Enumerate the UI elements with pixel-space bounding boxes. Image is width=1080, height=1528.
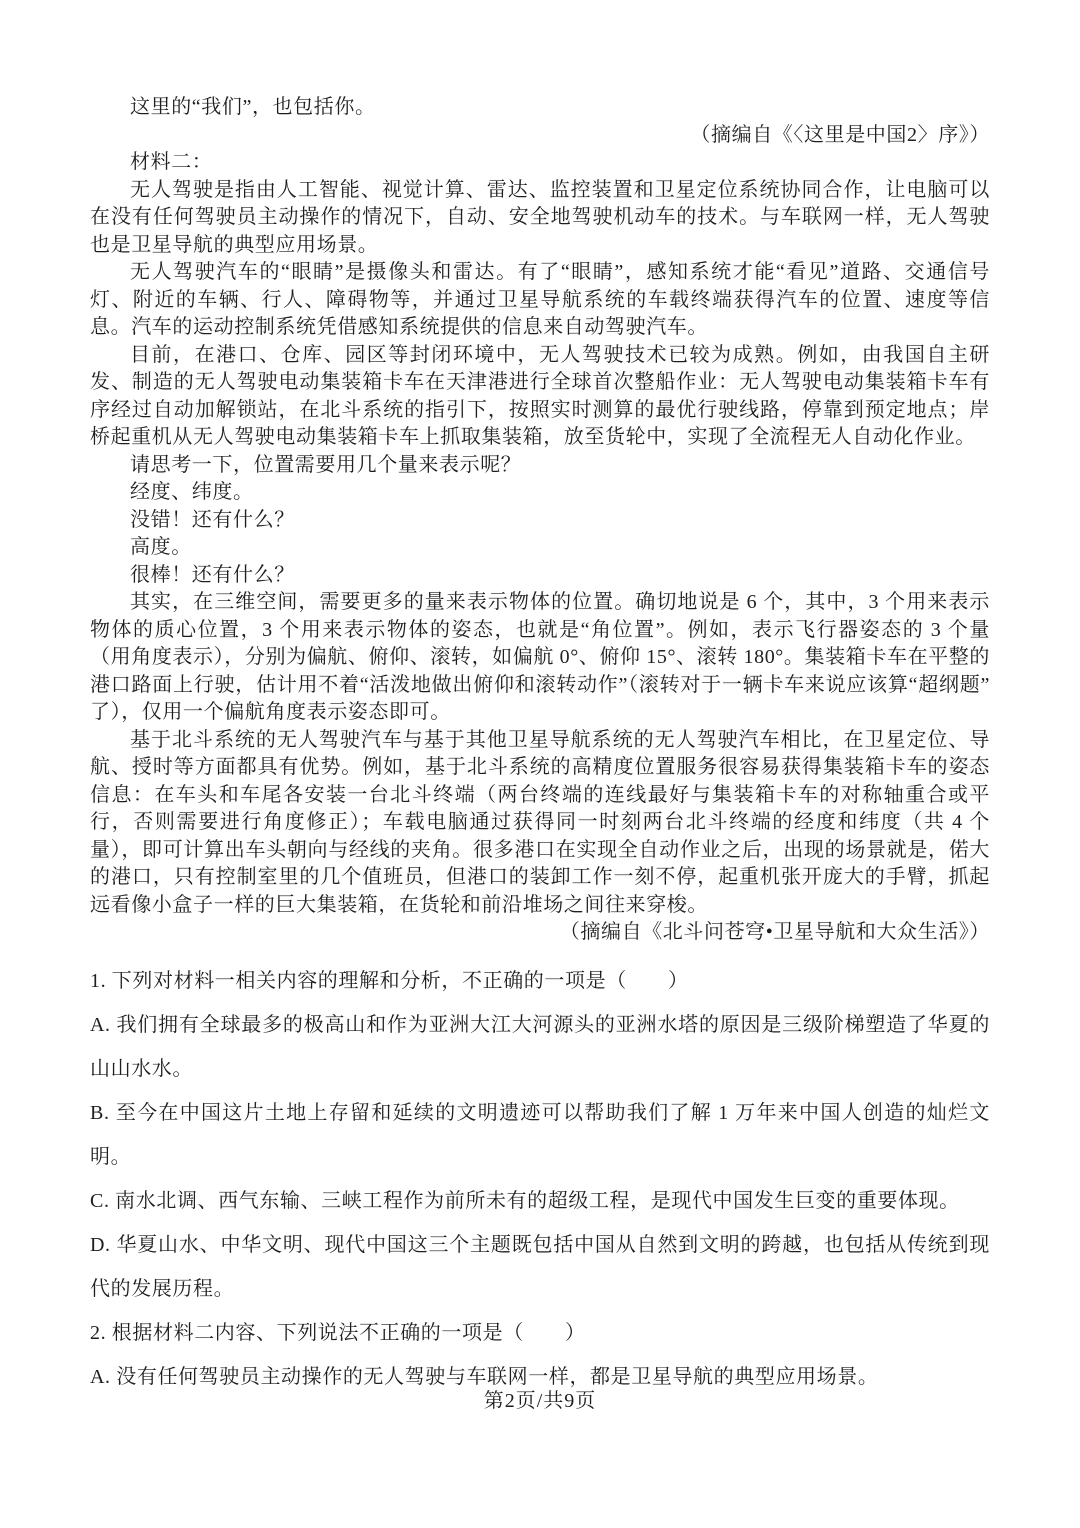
material2-paragraph: 无人驾驶是指由人工智能、视觉计算、雷达、监控装置和卫星定位系统协同合作，让电脑可以在没有任何驾驶员主动操作的情况下，自动、安全地驾驶机动车的技术。与车联网一样，无人驾驶也是卫星导航的典型应用场景。	[90, 178, 990, 256]
questions-section	[90, 959, 990, 1399]
material1-closing-line: 这里的“我们”，也包括你。	[130, 96, 376, 118]
question-1-option-c: C. 南水北调、西气东输、三峡工程作为前所未有的超级工程，是现代中国发生巨变的重要体现。	[90, 1189, 960, 1212]
question-2-stem: 2. 根据材料二内容、下列说法不正确的一项是（ ）	[90, 1321, 586, 1344]
dialogue-line: 高度。	[130, 536, 192, 558]
dialogue-line: 没错！还有什么？	[130, 508, 295, 531]
material1-attribution: （摘编自《〈这里是中国2〉序》）	[690, 123, 990, 146]
question-1-stem: 1. 下列对材料一相关内容的理解和分析，不正确的一项是（ ）	[90, 969, 689, 992]
material2-paragraph: 目前，在港口、仓库、园区等封闭环境中，无人驾驶技术已较为成熟。例如，由我国自主研发、制造的无人驾驶电动集装箱卡车在天津港进行全球首次整船作业：无人驾驶电动集装箱卡车有序经过自动加解锁站，在北斗系统的指引下，按照实时测算的最优行驶线路，停靠到预定地点；岸桥起重机从无人驾驶电动集装箱卡车上抓取集装箱，放至货轮中，实现了全流程无人自动化作业。	[90, 343, 990, 448]
question-1-option-b: B. 至今在中国这片土地上存留和延续的文明遗迹可以帮助我们了解 1 万年来中国人创造的灿烂文明。	[90, 1101, 990, 1168]
dialogue-line: 很棒！还有什么？	[130, 563, 295, 586]
material2-paragraph: 无人驾驶汽车的“眼睛”是摄像头和雷达。有了“眼睛”，感知系统才能“看见”道路、交通信号灯、附近的车辆、行人、障碍物等，并通过卫星导航系统的车载终端获得汽车的位置、速度等信息。汽车的运动控制系统凭借感知系统提供的信息来自动驾驶汽车。	[90, 261, 990, 338]
material2-attribution: （摘编自《北斗问苍穹•卫星导航和大众生活》）	[559, 921, 990, 943]
material2-heading: 材料二：	[130, 151, 213, 173]
page-number: 第2页/共9页	[483, 1390, 597, 1412]
material2-paragraph: 基于北斗系统的无人驾驶汽车与基于其他卫星导航系统的无人驾驶汽车相比，在卫星定位、导航、授时等方面都具有优势。例如，基于北斗系统的高精度位置服务很容易获得集装箱卡车的姿态信息：在车头和车尾各安装一台北斗终端（两台终端的连线最好与集装箱卡车的对称轴重合或平行，否则需要进行角度修正）；车载电脑通过获得同一时刻两台北斗终端的经度和纬度（共 4 个量），即可计算出车头朝向与经线的夹角。很多港口在实现全自动作业之后，出现的场景就是，偌大的港口，只有控制室里的几个值班员，但港口的装卸工作一刻不停，起重机张开庞大的手臂，抓起远看像小盒子一样的巨大集装箱，在货轮和前沿堆场之间往来穿梭。	[90, 728, 990, 916]
material2-paragraph: 其实，在三维空间，需要更多的量来表示物体的位置。确切地说是 6 个，其中，3 个用来表示物体的质心位置，3 个用来表示物体的姿态，也就是“角位置”。例如，表示飞行器姿态的 3 个量（用角度表示），分别为偏航、俯仰、滚转，如偏航 0°、俯仰 15°、滚转 180°。集装箱卡车在平整的港口路面上行驶，估计用不着“活泼地做出俯仰和滚转动作”（滚转对于一辆卡车来说应该算“超纲题”了），仅用一个偏航角度表示姿态即可。	[90, 591, 990, 723]
dialogue-line: 经度、纬度。	[130, 481, 254, 503]
question-2-option-a: A. 没有任何驾驶员主动操作的无人驾驶与车联网一样，都是卫星导航的典型应用场景。	[90, 1365, 879, 1388]
question-1-option-d: D. 华夏山水、中华文明、现代中国这三个主题既包括中国从自然到文明的跨越，也包括从传统到现代的发展历程。	[90, 1233, 990, 1300]
question-1-option-a: A. 我们拥有全球最多的极高山和作为亚洲大江大河源头的亚洲水塔的原因是三级阶梯塑造了华夏的山山水水。	[90, 1013, 990, 1080]
dialogue-line: 请思考一下，位置需要用几个量来表示呢？	[130, 453, 522, 476]
